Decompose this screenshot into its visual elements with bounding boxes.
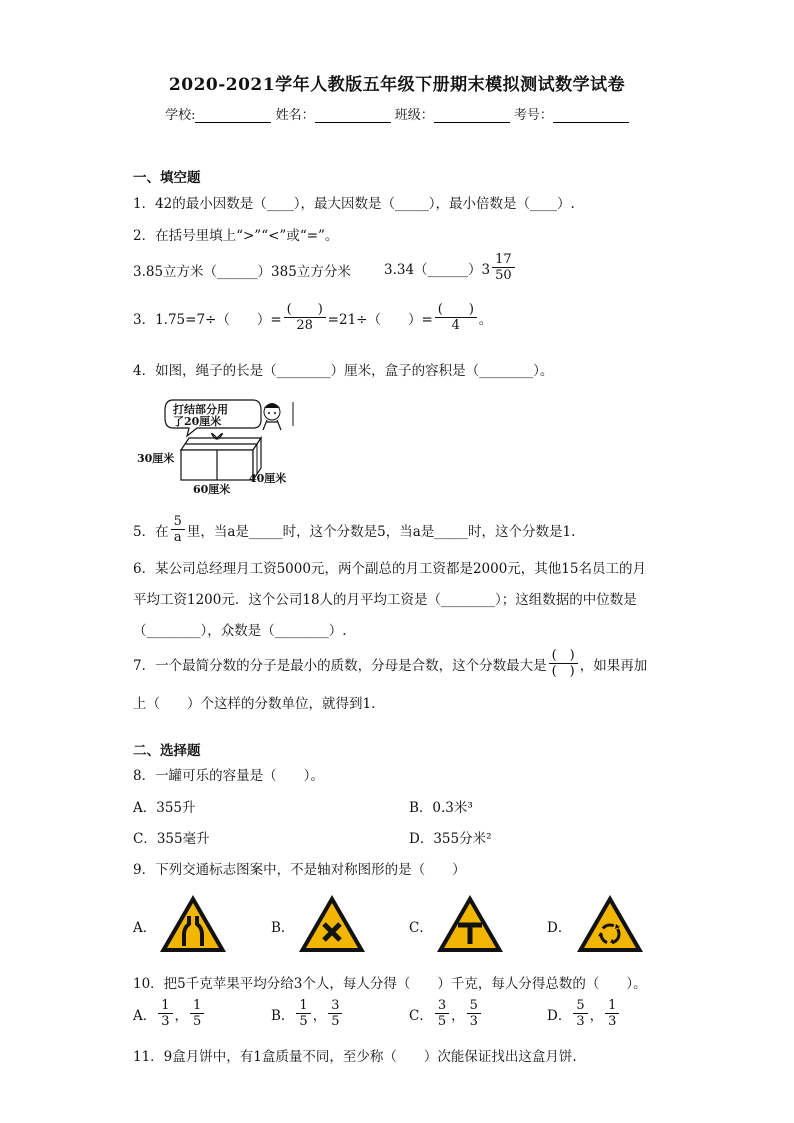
fraction-over-28: $\frac{( )}{28}$ xyxy=(284,302,326,333)
exam-no-blank[interactable] xyxy=(553,108,629,123)
crossroad-sign-icon xyxy=(296,892,368,956)
width-label: 40厘米 xyxy=(249,472,287,485)
option-10c[interactable]: C． $\frac{3}{5}$ ， $\frac{5}{3}$ xyxy=(409,998,483,1029)
exam-title: 2020-2021学年人教版五年级下册期末模拟测试数学试卷 xyxy=(168,75,626,95)
t-junction-sign-icon xyxy=(434,892,506,956)
option-8c[interactable]: C．355毫升 xyxy=(133,831,210,847)
question-3: 3．1.75=7÷（ ）= $\frac{( )}{28}$ =21÷（ ）= $\frac{( )}{4}$ 。 xyxy=(133,302,493,333)
option-9b[interactable]: B． xyxy=(271,920,295,936)
question-2a: 3.85立方米（______）385立方分米 xyxy=(133,264,351,280)
fraction: $\frac{1}{3}$ xyxy=(158,998,172,1029)
option-8b[interactable]: B．0.3米³ xyxy=(409,800,473,816)
fraction: $\frac{1}{5}$ xyxy=(190,998,204,1029)
fraction-blank: $\frac{( )}{( )}$ xyxy=(549,648,578,679)
question-11: 11．9盒月饼中，有1盒质量不同，至少称（ ）次能保证找出这盒月饼. xyxy=(133,1049,577,1065)
name-label: 姓名： xyxy=(275,108,315,123)
option-8a[interactable]: A．355升 xyxy=(133,800,196,816)
class-label: 班级： xyxy=(394,108,434,123)
option-8d[interactable]: D．355分米² xyxy=(409,831,492,847)
option-9d[interactable]: D． xyxy=(547,920,572,936)
fraction-5-a: $\frac{5}{a}$ xyxy=(171,514,185,545)
fraction: $\frac{3}{5}$ xyxy=(435,998,449,1029)
school-blank[interactable] xyxy=(195,108,271,123)
student-info-row xyxy=(0,104,794,123)
option-9a[interactable]: A． xyxy=(133,920,157,936)
question-7: 7．一个最简分数的分子是最小的质数，分母是合数，这个分数最大是 $\frac{( )}{( )}$ ，如果再加 xyxy=(133,648,648,679)
bubble-line-1: 打结部分用 xyxy=(173,403,228,416)
narrow-road-sign-icon xyxy=(157,892,229,956)
question-2: 2．在括号里填上“>”“<”或“=”。 xyxy=(133,228,339,244)
question-2b-text: 3.34（______）3 xyxy=(384,261,491,278)
question-6-line-1: 6．某公司总经理月工资5000元，两个副总的月工资都是2000元，其他15名员工的月 xyxy=(133,561,646,577)
option-10b[interactable]: B． $\frac{1}{5}$ ， $\frac{3}{5}$ xyxy=(271,998,344,1029)
option-9c[interactable]: C． xyxy=(409,920,433,936)
fraction: $\frac{5}{3}$ xyxy=(573,998,587,1029)
question-3-part2: =21÷（ ）= xyxy=(327,311,433,328)
bubble-line-2: 了20厘米 xyxy=(173,415,222,428)
question-2b xyxy=(384,252,517,283)
exam-no-label: 考号： xyxy=(513,108,553,123)
school-label: 学校: xyxy=(165,108,196,123)
height-label: 30厘米 xyxy=(137,452,175,465)
question-4: 4．如图，绳子的长是（________）厘米，盒子的容积是（________）。 xyxy=(133,363,554,379)
question-3-part1: 3．1.75=7÷（ ）= xyxy=(133,311,282,328)
question-7-line-2: 上（ ）个这样的分数单位，就得到1. xyxy=(133,696,376,712)
boy-icon xyxy=(263,403,281,430)
question-9: 9．下列交通标志图案中，不是轴对称图形的是（ ） xyxy=(133,862,466,878)
question-1: 1．42的最小因数是（____），最大因数是（_____），最小倍数是（____）. xyxy=(133,196,575,212)
fraction: $\frac{3}{5}$ xyxy=(328,998,342,1029)
question-10: 10．把5千克苹果平均分给3个人，每人分得（ ）千克，每人分得总数的（ ）。 xyxy=(133,976,647,992)
length-label: 60厘米 xyxy=(193,483,231,496)
roundabout-sign-icon xyxy=(574,892,646,956)
fraction: $\frac{1}{3}$ xyxy=(605,998,619,1029)
question-5: 5．在 $\frac{5}{a}$ 里，当a是_____时，这个分数是5，当a是_____时，这个分数是1. xyxy=(133,514,576,545)
name-blank[interactable] xyxy=(315,108,391,123)
option-10a[interactable]: A． $\frac{1}{3}$ ， $\frac{1}{5}$ xyxy=(133,998,206,1029)
gift-box-figure xyxy=(135,396,305,500)
question-6-line-2: 平均工资1200元．这个公司18人的月平均工资是（________）；这组数据的中位数是 xyxy=(133,592,637,608)
section-choice: 二、选择题 xyxy=(133,743,201,759)
fraction-17-50: $\frac{17}{50}$ xyxy=(492,252,515,283)
fraction: $\frac{5}{3}$ xyxy=(467,998,481,1029)
section-fill-in: 一、填空题 xyxy=(133,170,201,186)
fraction: $\frac{1}{5}$ xyxy=(296,998,310,1029)
class-blank[interactable] xyxy=(434,108,510,123)
question-6-line-3: （________），众数是（________）. xyxy=(133,623,347,639)
option-10d[interactable]: D． $\frac{5}{3}$ ， $\frac{1}{3}$ xyxy=(547,998,621,1029)
question-8: 8．一罐可乐的容量是（ ）。 xyxy=(133,768,324,784)
fraction-over-4: $\frac{( )}{4}$ xyxy=(435,302,477,333)
